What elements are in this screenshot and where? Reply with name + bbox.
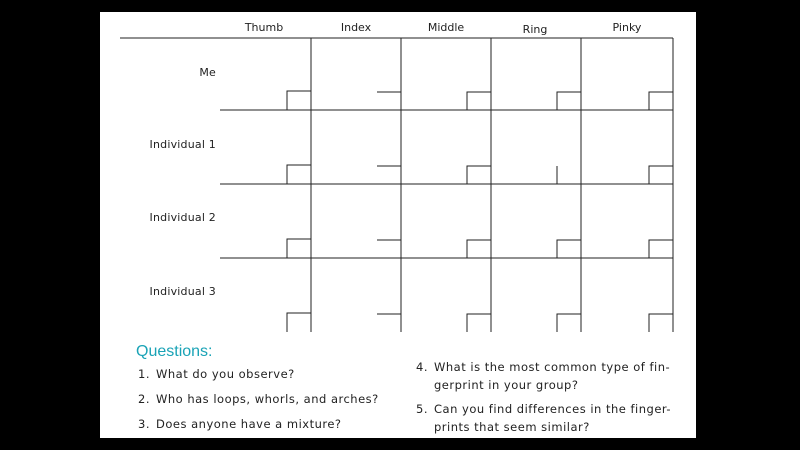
worksheet-page xyxy=(100,12,696,438)
question-number: 1. xyxy=(138,367,150,381)
column-header-middle: Middle xyxy=(427,21,465,34)
row-header-individual-3: Individual 3 xyxy=(149,285,216,298)
fingerprint-grid xyxy=(100,12,696,342)
question-number: 5. xyxy=(416,402,428,416)
column-header-index: Index xyxy=(340,21,372,34)
column-header-pinky: Pinky xyxy=(612,21,642,34)
question-text-line-1: What is the most common type of fin- xyxy=(434,360,671,374)
question-2 xyxy=(138,390,379,408)
question-text-line-2: gerprint in your group? xyxy=(434,378,579,392)
questions-heading: Questions: xyxy=(136,343,213,360)
row-header-individual-2: Individual 2 xyxy=(149,211,216,224)
question-number: 2. xyxy=(138,392,150,406)
column-header-thumb: Thumb xyxy=(244,21,284,34)
question-text-line-1: Can you find differences in the finger- xyxy=(434,402,672,416)
question-5 xyxy=(416,400,671,436)
question-number: 3. xyxy=(138,417,150,431)
question-text-line-2: prints that seem similar? xyxy=(434,420,590,434)
question-number: 4. xyxy=(416,360,428,374)
question-text: Who has loops, whorls, and arches? xyxy=(156,392,379,406)
row-header-me: Me xyxy=(199,66,216,79)
question-1 xyxy=(138,365,295,383)
question-3 xyxy=(138,415,342,433)
row-header-individual-1: Individual 1 xyxy=(149,138,216,151)
column-header-ring: Ring xyxy=(522,23,548,36)
question-4 xyxy=(416,358,670,394)
question-text: What do you observe? xyxy=(156,367,295,381)
question-text: Does anyone have a mixture? xyxy=(156,417,342,431)
